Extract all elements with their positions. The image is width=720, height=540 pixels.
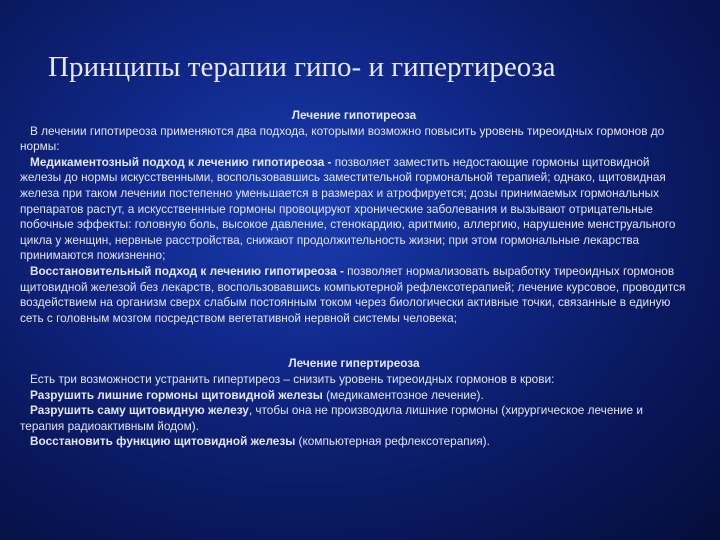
option-restore-function-text: (компьютерная рефлексотерапия). [295,434,490,449]
hypothyroidism-section-title: Лечение гипотиреоза [291,108,417,122]
option-restore-function-label: Восстановить функцию щитовидной железы [30,434,296,449]
option-destroy-hormones-label: Разрушить лишние гормоны щитовидной железы [30,387,323,402]
restorative-approach-paragraph [20,264,688,326]
medication-approach-text: позволяет заместить недостающие гормоны щитовидной железы до нормы искусственными, воспользовавшись заместительной гормональной терапией; однако, щитовидная железа при таком лечении постепенно уменьшается в размерах и атрофируется; дозы принимаемых гормональных препаратов растут, а искусственнные гормоны провоцируют хронические заболевания и вызывают отрицательные побочные эффекты: головную боль, высокое давление, стенокардию, аритмию, аллергию, нарушение менструального цикла у женщин, нервные расстройства, снижают продолжительность жизни; при этом гормональные лекарства принимаются пожизненно; [20,154,676,263]
restorative-approach-text: позволяет нормализовать выработку тиреоидных гормонов щитовидной железой без лекарств, воспользовавшись компьютерной рефлексотерапией; лечение курсовое, проводится воздействием на организм сверх слабым постоянным током через биологически активные точки, связанные в единую сеть с головным мозгом посредством вегетативной нервной системы человека; [20,263,686,325]
option-restore-function [20,434,688,450]
hyperthyroidism-section-title: Лечение гипертиреоза [288,356,420,371]
slide-content [20,108,688,450]
medication-approach-label: Медикаментозный подход к лечению гипотиреоза - [30,154,332,169]
option-destroy-hormones [20,388,688,404]
section-spacer [20,326,688,356]
medication-approach-paragraph [20,155,688,264]
hypothyroidism-intro: В лечении гипотиреоза применяются два подхода, которыми возможно повысить уровень тиреоидных гормонов до нормы: [20,123,665,154]
option-destroy-gland-text: , чтобы она не производила лишние гормоны (хирургическое лечение и терапия радиоактивным йодом). [20,403,643,433]
option-destroy-gland-label: Разрушить саму щитовидную железу [30,403,249,418]
option-destroy-gland [20,403,688,434]
slide-title: Принципы терапии гипо- и гипертиреоза [48,51,556,83]
hyperthyroidism-intro: Есть три возможности устранить гипертиреоз – снизить уровень тиреоидных гормонов в крови: [30,371,555,386]
option-destroy-hormones-text: (медикаментозное лечение). [322,387,484,402]
restorative-approach-label: Восстановительный подход к лечению гипотиреоза - [30,263,344,278]
